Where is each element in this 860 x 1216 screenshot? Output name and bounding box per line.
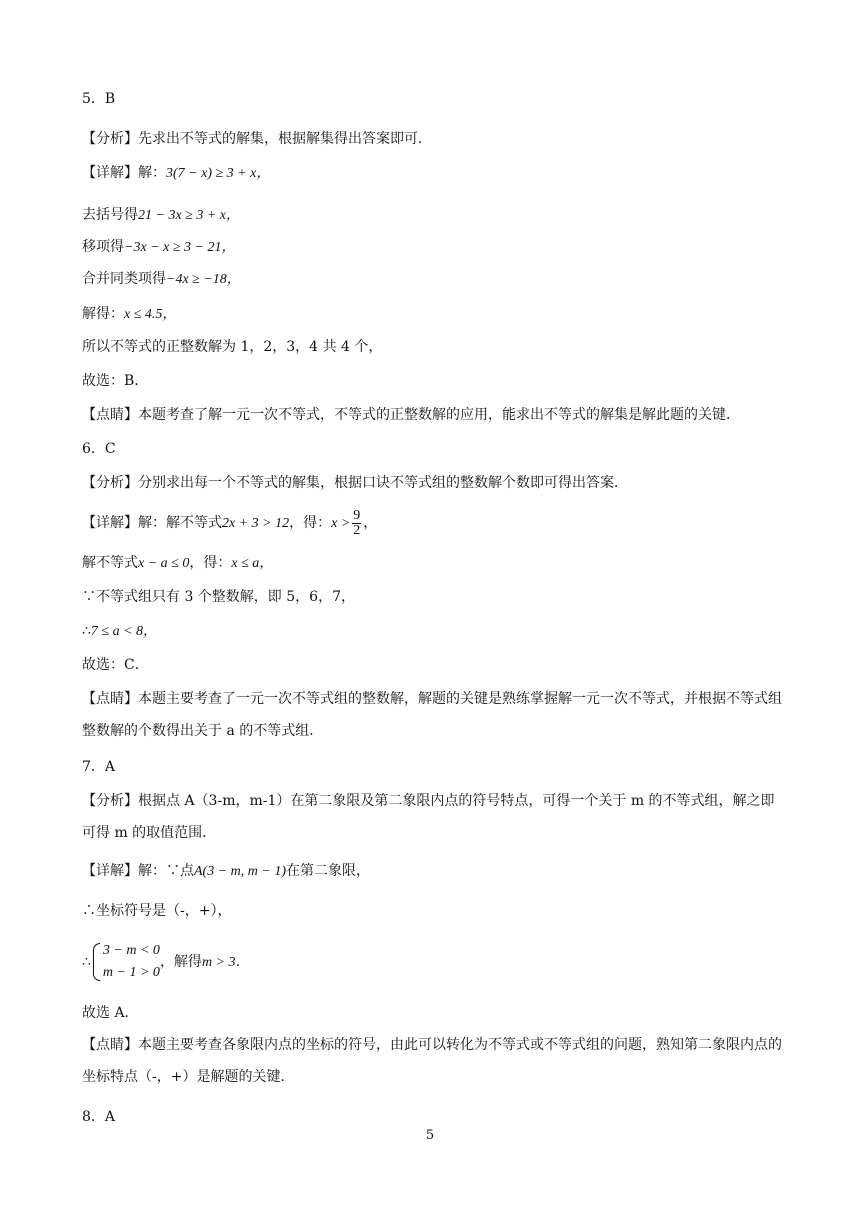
q5-header: 5．B: [82, 91, 116, 107]
q6-step1-res: x ≤ a，: [231, 556, 274, 571]
q6-choice: 故选：C．: [82, 657, 149, 673]
q7-detail-label: 【详解】解：∵点: [82, 863, 194, 879]
q6-analysis: 【分析】分别求出每一个不等式的解集，根据口诀不等式组的整数解个数即可得出答案．: [82, 475, 628, 491]
q7-sys-sym: ∴: [82, 954, 91, 970]
q5-step4-math: x ≤ 4.5，: [124, 307, 177, 322]
q5-analysis: 【分析】先求出不等式的解集，根据解集得出答案即可．: [82, 131, 432, 147]
q5-step2-text: 移项得: [82, 239, 124, 255]
q6-detail-label: 【详解】解：解不等式: [82, 515, 222, 531]
q6-comment: 【点睛】本题主要考查了一元一次不等式组的整数解，解题的关键是熟练掌握解一元一次不等式，并根据不等式组整数解的个数得出关于 a 的不等式组．: [82, 691, 782, 739]
q7-system-line: [82, 940, 250, 984]
q7-header: 7．A: [82, 759, 116, 775]
q5-step4-text: 解得：: [82, 306, 124, 322]
q7-detail: [82, 862, 370, 881]
q7-step1: ∴坐标符号是（-，+），: [82, 903, 232, 919]
q7-analysis: 【分析】根据点 A（3-m，m-1）在第二象限及第二象限内点的符号特点，可得一个关于 m 的不等式组，解之即可得 m 的取值范围．: [82, 793, 775, 841]
q5-detail-math: 3(7 − x) ≥ 3 + x，: [166, 166, 271, 181]
q6-step3-math: 7 ≤ a < 8，: [90, 624, 158, 639]
q5-choice: 故选：B．: [82, 373, 149, 389]
q7-sys-result: m > 3．: [201, 955, 250, 970]
q5-step5: 所以不等式的正整数解为 1，2，3，4 共 4 个，: [82, 339, 383, 355]
q5-step2-math: −3x − x ≥ 3 − 21，: [124, 240, 236, 255]
q6-detail-mid: ，得：: [289, 515, 332, 531]
q7-sys-after: ，解得: [159, 954, 202, 970]
q6-detail: [82, 506, 377, 541]
q6-frac-den: 2: [353, 522, 361, 538]
q5-step3-text: 合并同类项得: [82, 271, 166, 287]
q7-detail-math: A(3 − m, m − 1): [194, 864, 286, 879]
q6-step1-mid: ，得：: [189, 555, 232, 571]
q6-fraction: [352, 509, 361, 538]
q6-detail-lhs: x >: [331, 516, 351, 531]
q6-step3: [82, 622, 157, 641]
q8-header: 8．A: [82, 1109, 116, 1125]
q6-step1: [82, 554, 273, 573]
q5-step1-math: 21 − 3x ≥ 3 + x，: [138, 208, 241, 223]
q7-inequality-system: [91, 940, 160, 984]
q5-detail: [82, 164, 270, 183]
q5-step3: [82, 270, 241, 289]
q7-choice: 故选 A．: [82, 1005, 139, 1021]
q5-step1-text: 去括号得: [82, 207, 138, 223]
q6-step1-text: 解不等式: [82, 555, 138, 571]
q6-detail-ineq: 2x + 3 > 12: [222, 516, 290, 531]
q7-sys-line1: 3 − m < 0: [102, 943, 160, 958]
q6-header: 6．C: [82, 441, 116, 457]
q7-sys-line2: m − 1 > 0: [102, 965, 160, 980]
q6-step2: ∵不等式组只有 3 个整数解，即 5，6，7，: [82, 589, 355, 605]
q5-step1: [82, 206, 240, 225]
q5-step3-math: −4x ≥ −18，: [166, 272, 241, 287]
q6-frac-num: 9: [353, 507, 361, 523]
q6-step1-ineq: x − a ≤ 0: [138, 556, 190, 571]
q5-detail-label: 【详解】解：: [82, 165, 166, 181]
q5-comment: 【点睛】本题考查了解一元一次不等式，不等式的正整数解的应用，能求出不等式的解集是解此题的关键．: [82, 407, 740, 423]
q6-step3-sym: ∴: [82, 623, 91, 639]
q7-comment: 【点睛】本题主要考查各象限内点的坐标的符号，由此可以转化为不等式或不等式组的问题，熟知第二象限内点的坐标特点（-，+）是解题的关键．: [82, 1037, 782, 1085]
q6-detail-end: ，: [363, 515, 378, 531]
page-number: 5: [425, 1128, 435, 1143]
q5-step2: [82, 238, 235, 257]
q5-step4: [82, 305, 176, 324]
q7-detail-end: 在第二象限，: [286, 863, 370, 879]
